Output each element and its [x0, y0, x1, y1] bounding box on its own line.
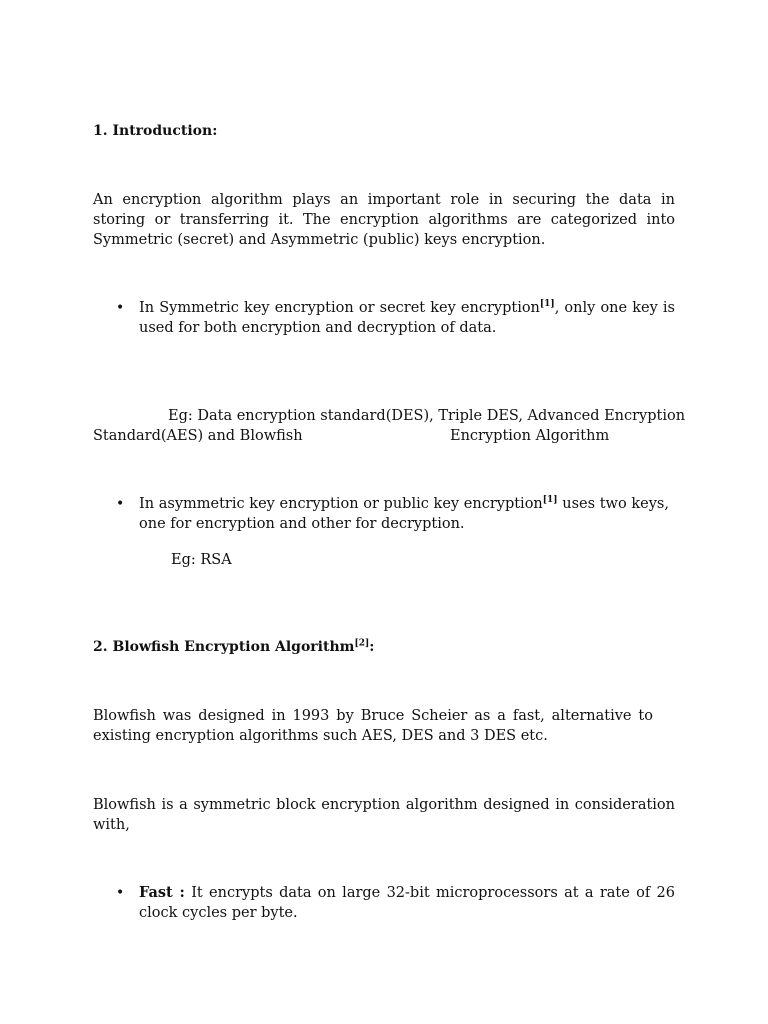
intro-paragraph: An encryption algorithm plays an important role in securing the data in storing or transferring it. The encryption algorithms are categorized into Symmetric (secret) and Asymmetric (public) keys encryption.	[93, 192, 675, 248]
blowfish-description-paragraph: Blowfish is a symmetric block encryption algorithm designed in consideration with,	[93, 797, 675, 833]
heading-colon: :	[369, 639, 375, 655]
bullet-text-part2: , only one key is used for both encryption and decryption of data.	[139, 300, 675, 336]
bullet-text	[139, 494, 669, 534]
bullet-text-part1: In asymmetric key encryption or public key encryption	[139, 496, 543, 512]
section-heading-blowfish	[93, 637, 374, 657]
bullet-dot-icon: •	[116, 496, 125, 512]
section-heading-introduction: 1. Introduction:	[93, 123, 218, 139]
example-symmetric-line2-right: Encryption Algorithm	[450, 428, 610, 444]
example-asymmetric: Eg: RSA	[171, 552, 232, 568]
bullet-text-body: It encrypts data on large 32-bit microprocessors at a rate of 26 clock cycles per byte.	[139, 885, 675, 921]
citation-ref: [2]	[354, 638, 370, 649]
bullet-text	[139, 883, 675, 923]
bullet-symmetric-key	[93, 298, 675, 338]
example-symmetric-line1: Eg: Data encryption standard(DES), Triple DES, Advanced Encryption	[168, 408, 686, 424]
blowfish-history-paragraph: Blowfish was designed in 1993 by Bruce Scheier as a fast, alternative to existing encryption algorithms such AES, DES and 3 DES etc.	[93, 708, 653, 744]
bullet-asymmetric-key	[93, 494, 675, 534]
heading-text: 2. Blowfish Encryption Algorithm	[93, 639, 355, 655]
example-symmetric-line2-left: Standard(AES) and Blowfish	[93, 428, 303, 444]
bullet-text-part1: In Symmetric key encryption or secret key encryption	[139, 300, 540, 316]
citation-ref: [1]	[542, 495, 558, 506]
bullet-fast	[93, 883, 675, 923]
bullet-text	[139, 298, 675, 338]
bullet-text-part2: uses two keys, one for encryption and other for decryption.	[139, 496, 669, 532]
bullet-dot-icon: •	[116, 885, 125, 901]
bullet-dot-icon: •	[116, 300, 125, 316]
bullet-label: Fast :	[139, 884, 185, 901]
citation-ref: [1]	[539, 299, 555, 310]
